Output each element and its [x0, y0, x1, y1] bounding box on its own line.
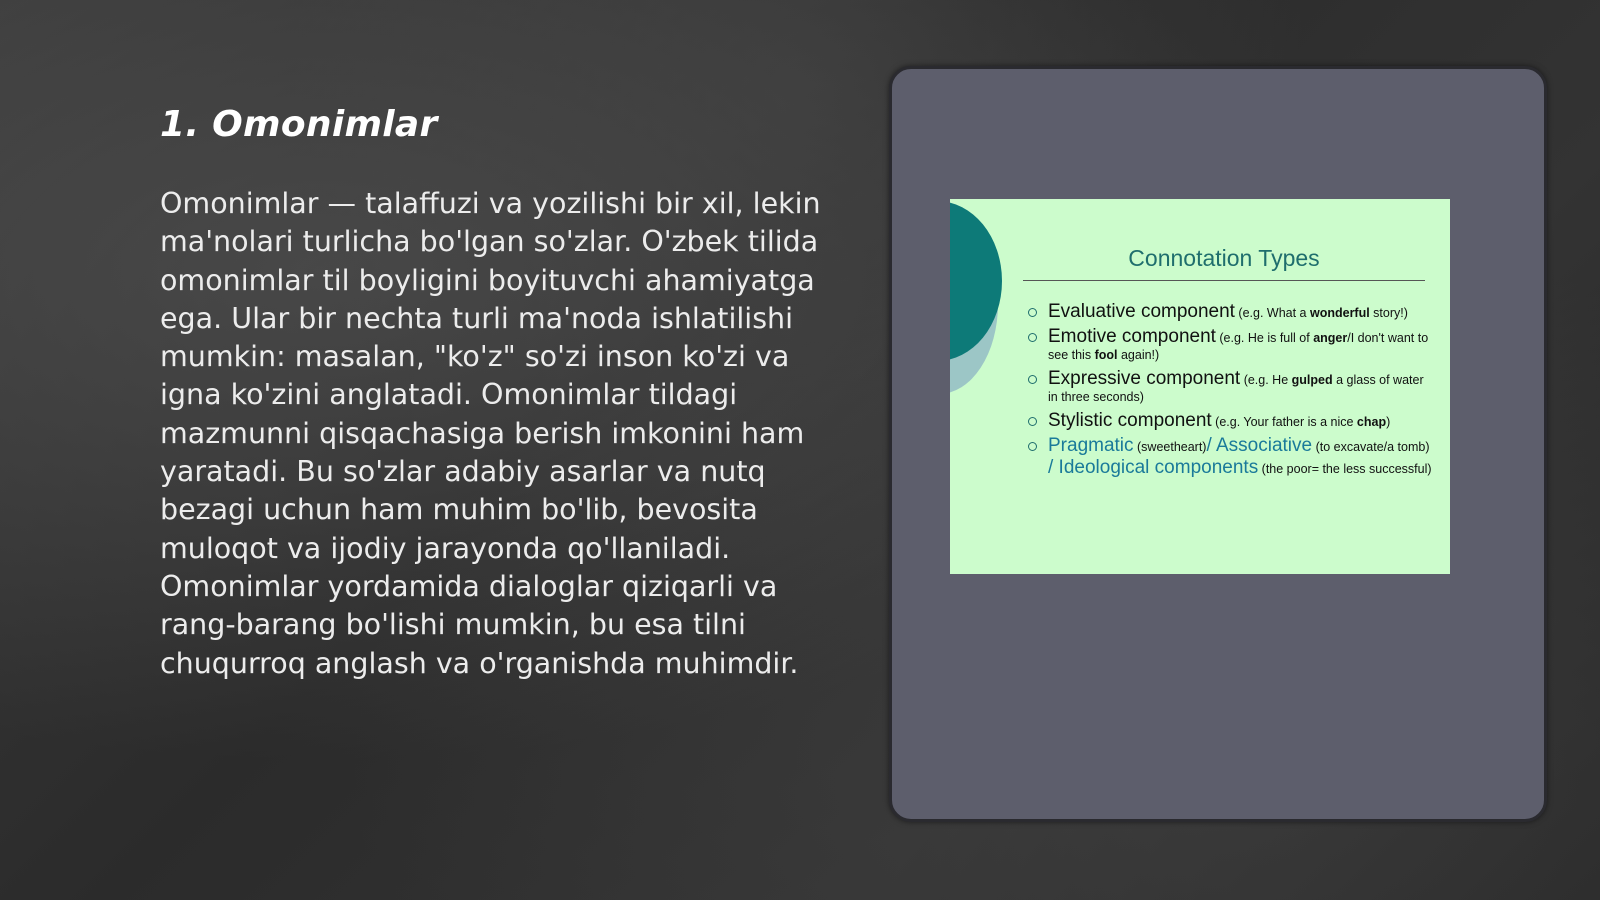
item-example-bold: gulped: [1291, 373, 1333, 387]
item-example: again!): [1117, 348, 1160, 362]
title-underline: [1023, 280, 1425, 281]
item-main: Evaluative component: [1048, 301, 1235, 322]
bullet-circle-icon: [1028, 375, 1037, 384]
list-item: [1028, 436, 1433, 480]
item-example-bold: fool: [1094, 348, 1118, 362]
list-item: [1028, 302, 1433, 322]
item-example-bold: anger: [1313, 331, 1348, 345]
item-example: (to excavate/a tomb): [1312, 440, 1430, 454]
item-example: story!): [1369, 306, 1408, 320]
item-main: Emotive component: [1048, 326, 1216, 347]
slide-title: 1. Omonimlar: [160, 104, 438, 145]
item-main: / Associative: [1206, 435, 1313, 456]
bullet-circle-icon: [1028, 308, 1037, 317]
item-example: ): [1386, 415, 1391, 429]
list-item: [1028, 369, 1433, 406]
item-example-bold: wonderful: [1309, 306, 1370, 320]
item-example: (the poor= the less successful): [1258, 462, 1432, 476]
item-main: Expressive component: [1048, 368, 1241, 389]
item-main: Pragmatic: [1048, 435, 1134, 456]
decorative-circle: [950, 201, 1002, 361]
item-example: (sweetheart): [1133, 440, 1207, 454]
item-example: (e.g. Your father is a nice: [1211, 415, 1357, 429]
item-example: /I don't want to see this: [1048, 331, 1429, 362]
item-example: (e.g. What a: [1234, 306, 1310, 320]
item-main: Stylistic component: [1048, 410, 1212, 431]
item-main: / Ideological components: [1048, 457, 1259, 478]
list-item: [1028, 411, 1433, 431]
list-item: [1028, 327, 1433, 364]
slide-body-text: Omonimlar — talaffuzi va yozilishi bir xil, lekin ma'nolari turlicha bo'lgan so'zlar. O'zbek tilida omonimlar til boyligini boyituvchi ahamiyatga ega. Ular bir nechta turli ma'noda ishlatilishi mumkin: masalan, "ko'z" so'zi inson ko'zi va igna ko'zini anglatadi. Omonimlar tildagi mazmunni qisqachasiga berish imkonini ham yaratadi. Bu so'zlar adabiy asarlar va nutq bezagi uchun ham muhim bo'lib, bevosita muloqot va ijodiy jarayonda qo'llaniladi. Omonimlar yordamida dialoglar qiziqarli va rang-barang bo'lishi mumkin, bu esa tilni chuqurroq anglash va o'rganishda muhimdir.: [160, 187, 821, 680]
embedded-slide-title: Connotation Types: [1128, 245, 1320, 271]
item-example: (e.g. He: [1240, 373, 1292, 387]
bullet-circle-icon: [1028, 417, 1037, 426]
item-example-bold: chap: [1356, 415, 1387, 429]
connotation-list: [1028, 302, 1433, 485]
item-example: a glass of water in three seconds): [1048, 373, 1424, 404]
embedded-slide-image: [950, 199, 1450, 574]
item-example: (e.g. He is full of: [1215, 331, 1314, 345]
bullet-circle-icon: [1028, 442, 1037, 451]
bullet-circle-icon: [1028, 333, 1037, 342]
